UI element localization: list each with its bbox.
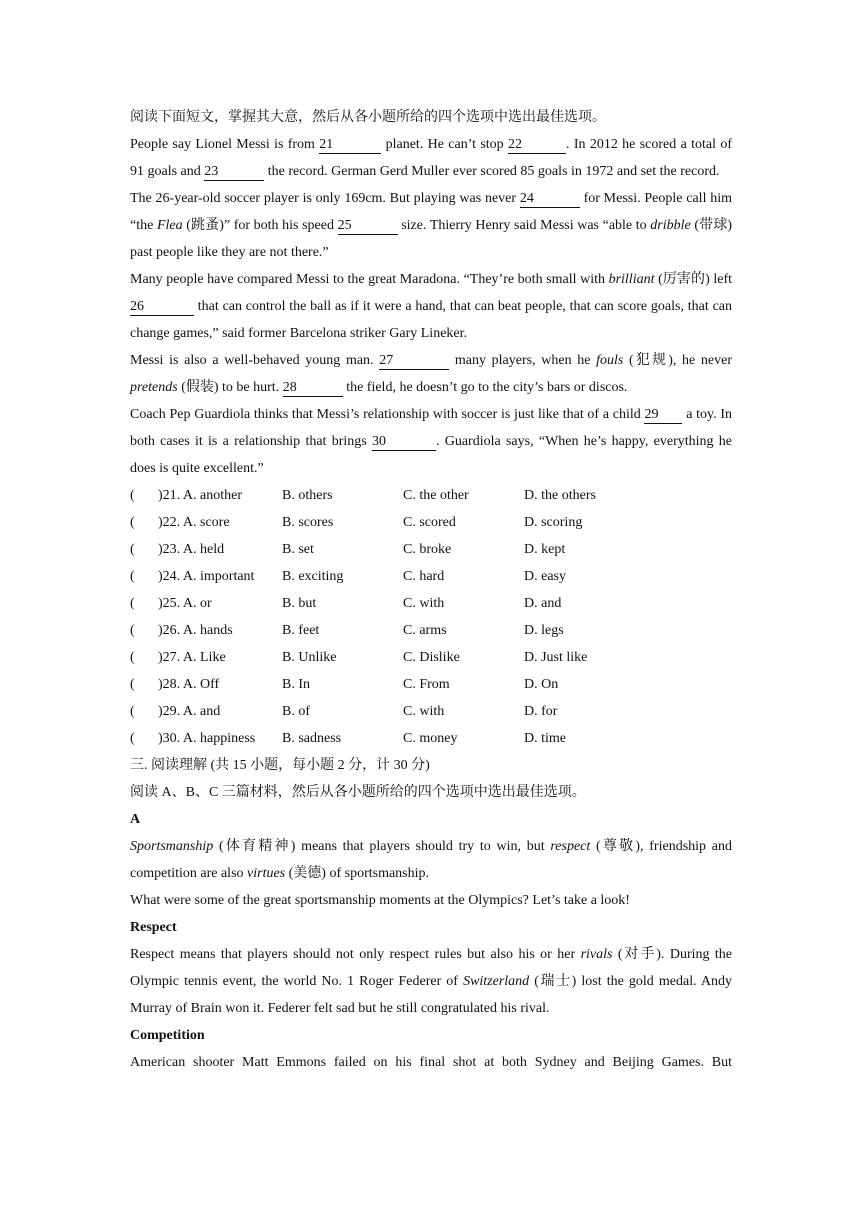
option-c[interactable]: C. with bbox=[403, 596, 445, 611]
passage-letter: A bbox=[130, 812, 141, 827]
italic-word: respect bbox=[550, 839, 591, 854]
option-c[interactable]: C. the other bbox=[403, 488, 469, 503]
italic-word: dribble bbox=[650, 218, 691, 233]
text: the record. German Gerd Muller ever scored 85 goals in 1972 and set the record. bbox=[264, 164, 720, 179]
text: the field, he doesn’t go to the city’s bars or discos. bbox=[342, 380, 628, 395]
option-d[interactable]: D. for bbox=[524, 704, 558, 719]
option-c[interactable]: C. From bbox=[403, 677, 450, 692]
question-row bbox=[130, 725, 732, 752]
option-b[interactable]: B. Unlike bbox=[282, 650, 337, 665]
passage-paragraph-3 bbox=[130, 266, 732, 347]
text: size. Thierry Henry said Messi was “able to bbox=[397, 218, 651, 233]
question-row bbox=[130, 698, 732, 725]
option-c[interactable]: C. Dislike bbox=[403, 650, 460, 665]
option-b[interactable]: B. In bbox=[282, 677, 310, 692]
text: (假装) to be hurt. bbox=[177, 380, 283, 395]
section-instruction: 阅读 A、B、C 三篇材料，然后从各小题所给的四个选项中选出最佳选项。 bbox=[130, 785, 586, 800]
option-a[interactable]: )27. A. Like bbox=[158, 650, 226, 665]
answer-paren[interactable]: ( bbox=[130, 488, 135, 503]
question-list bbox=[130, 482, 732, 752]
cloze-instruction: 阅读下面短文，掌握其大意，然后从各小题所给的四个选项中选出最佳选项。 bbox=[130, 110, 606, 125]
answer-paren[interactable]: ( bbox=[130, 731, 135, 746]
question-row bbox=[130, 590, 732, 617]
option-a[interactable]: )24. A. important bbox=[158, 569, 255, 584]
italic-word: rivals bbox=[580, 947, 613, 962]
question-row bbox=[130, 563, 732, 590]
exam-page bbox=[130, 104, 732, 1076]
option-a[interactable]: )26. A. hands bbox=[158, 623, 233, 638]
option-a[interactable]: )29. A. and bbox=[158, 704, 221, 719]
italic-word: Flea bbox=[156, 218, 183, 233]
option-c[interactable]: C. arms bbox=[403, 623, 447, 638]
text: a toy. In both cases it is a relationship that brings bbox=[130, 407, 732, 449]
passage-a-paragraph-1 bbox=[130, 833, 732, 887]
answer-paren[interactable]: ( bbox=[130, 515, 135, 530]
blank-21[interactable]: 21 bbox=[319, 137, 381, 154]
answer-paren[interactable]: ( bbox=[130, 650, 135, 665]
text: Many people have compared Messi to the great Maradona. “They’re both small with bbox=[130, 272, 609, 287]
passage-paragraph-4 bbox=[130, 347, 732, 401]
option-d[interactable]: D. kept bbox=[524, 542, 566, 557]
option-b[interactable]: B. sadness bbox=[282, 731, 342, 746]
answer-paren[interactable]: ( bbox=[130, 596, 135, 611]
text: planet. He can’t stop bbox=[381, 137, 509, 152]
passage-a-paragraph-2: What were some of the great sportsmanship moments at the Olympics? Let’s take a look! bbox=[130, 893, 630, 908]
option-d[interactable]: D. time bbox=[524, 731, 566, 746]
option-d[interactable]: D. easy bbox=[524, 569, 566, 584]
passage-paragraph-2 bbox=[130, 185, 732, 266]
passage-paragraph-1 bbox=[130, 131, 732, 185]
blank-22[interactable]: 22 bbox=[508, 137, 566, 154]
text: for Messi. People call him “the bbox=[130, 191, 732, 233]
text: Respect means that players should not only respect rules but also his or her bbox=[130, 947, 581, 962]
section-heading: 三. 阅读理解 (共 15 小题，每小题 2 分，计 30 分) bbox=[130, 758, 430, 773]
option-d[interactable]: D. the others bbox=[524, 488, 596, 503]
option-c[interactable]: C. money bbox=[403, 731, 458, 746]
passage-a-paragraph-4: American shooter Matt Emmons failed on his final shot at both Sydney and Beijing Games. But bbox=[130, 1055, 732, 1070]
answer-paren[interactable]: ( bbox=[130, 704, 135, 719]
option-a[interactable]: )30. A. happiness bbox=[158, 731, 256, 746]
option-a[interactable]: )23. A. held bbox=[158, 542, 225, 557]
option-d[interactable]: D. On bbox=[524, 677, 559, 692]
blank-29[interactable]: 29 bbox=[644, 407, 682, 424]
blank-28[interactable]: 28 bbox=[283, 380, 343, 397]
text: (体育精神) means that players should try to win, but bbox=[213, 839, 551, 854]
answer-paren[interactable]: ( bbox=[130, 542, 135, 557]
question-row bbox=[130, 671, 732, 698]
blank-24[interactable]: 24 bbox=[520, 191, 580, 208]
option-d[interactable]: D. legs bbox=[524, 623, 564, 638]
question-row bbox=[130, 644, 732, 671]
italic-word: Sportsmanship bbox=[130, 839, 214, 854]
question-row bbox=[130, 482, 732, 509]
italic-word: Switzerland bbox=[463, 974, 530, 989]
text: (瑞士) lost the gold medal. Andy Murray of Brain won it. Federer felt sad but he still congratulated his rival. bbox=[130, 974, 732, 1016]
question-row bbox=[130, 617, 732, 644]
italic-word: brilliant bbox=[608, 272, 655, 287]
text: (对手). During the Olympic tennis event, the world No. 1 Roger Federer of bbox=[130, 947, 733, 989]
text: (尊敬), friendship and competition are also bbox=[130, 839, 732, 881]
text: many players, when he bbox=[449, 353, 597, 368]
text: Coach Pep Guardiola thinks that Messi’s relationship with soccer is just like that of a child bbox=[130, 407, 645, 422]
option-a[interactable]: )21. A. another bbox=[158, 488, 242, 503]
text: (跳蚤)” for both his speed bbox=[182, 218, 338, 233]
option-b[interactable]: B. but bbox=[282, 596, 317, 611]
option-c[interactable]: C. scored bbox=[403, 515, 456, 530]
passage-a-paragraph-3 bbox=[130, 941, 732, 1022]
italic-word: pretends bbox=[130, 380, 178, 395]
text: . Guardiola says, “When he’s happy, everything he does is quite excellent.” bbox=[130, 434, 732, 476]
option-b[interactable]: B. feet bbox=[282, 623, 320, 638]
option-b[interactable]: B. of bbox=[282, 704, 310, 719]
question-row bbox=[130, 536, 732, 563]
option-c[interactable]: C. with bbox=[403, 704, 445, 719]
option-b[interactable]: B. others bbox=[282, 488, 333, 503]
option-d[interactable]: D. and bbox=[524, 596, 562, 611]
text: (带球) past people like they are not there.” bbox=[130, 218, 732, 260]
answer-paren[interactable]: ( bbox=[130, 569, 135, 584]
blank-26[interactable]: 26 bbox=[130, 299, 194, 316]
italic-word: fouls bbox=[596, 353, 624, 368]
option-a[interactable]: )25. A. or bbox=[158, 596, 212, 611]
answer-paren[interactable]: ( bbox=[130, 623, 135, 638]
blank-25[interactable]: 25 bbox=[338, 218, 398, 235]
blank-30[interactable]: 30 bbox=[372, 434, 436, 451]
answer-paren[interactable]: ( bbox=[130, 677, 135, 692]
option-d[interactable]: D. scoring bbox=[524, 515, 583, 530]
text: (厉害的) left bbox=[654, 272, 733, 287]
option-a[interactable]: )22. A. score bbox=[158, 515, 230, 530]
text: that can control the ball as if it were a hand, that can beat people, that can score goals, that can change games,” said former Barcelona striker Gary Lineker. bbox=[130, 299, 732, 341]
blank-23[interactable]: 23 bbox=[204, 164, 264, 181]
question-row bbox=[130, 509, 732, 536]
option-b[interactable]: B. scores bbox=[282, 515, 334, 530]
option-b[interactable]: B. exciting bbox=[282, 569, 344, 584]
text: (美德) of sportsmanship. bbox=[285, 866, 430, 881]
blank-27[interactable]: 27 bbox=[379, 353, 449, 370]
option-d[interactable]: D. Just like bbox=[524, 650, 588, 665]
text: (犯规), he never bbox=[623, 353, 732, 368]
text: People say Lionel Messi is from bbox=[130, 137, 320, 152]
subheading-competition: Competition bbox=[130, 1028, 205, 1043]
text: Messi is also a well-behaved young man. bbox=[130, 353, 380, 368]
option-c[interactable]: C. broke bbox=[403, 542, 452, 557]
option-b[interactable]: B. set bbox=[282, 542, 314, 557]
passage-paragraph-5 bbox=[130, 401, 732, 482]
option-a[interactable]: )28. A. Off bbox=[158, 677, 220, 692]
option-c[interactable]: C. hard bbox=[403, 569, 445, 584]
subheading-respect: Respect bbox=[130, 920, 177, 935]
text: The 26-year-old soccer player is only 169cm. But playing was never bbox=[130, 191, 520, 206]
text: . In 2012 he scored a total of 91 goals and bbox=[130, 137, 732, 179]
italic-word: virtues bbox=[247, 866, 286, 881]
